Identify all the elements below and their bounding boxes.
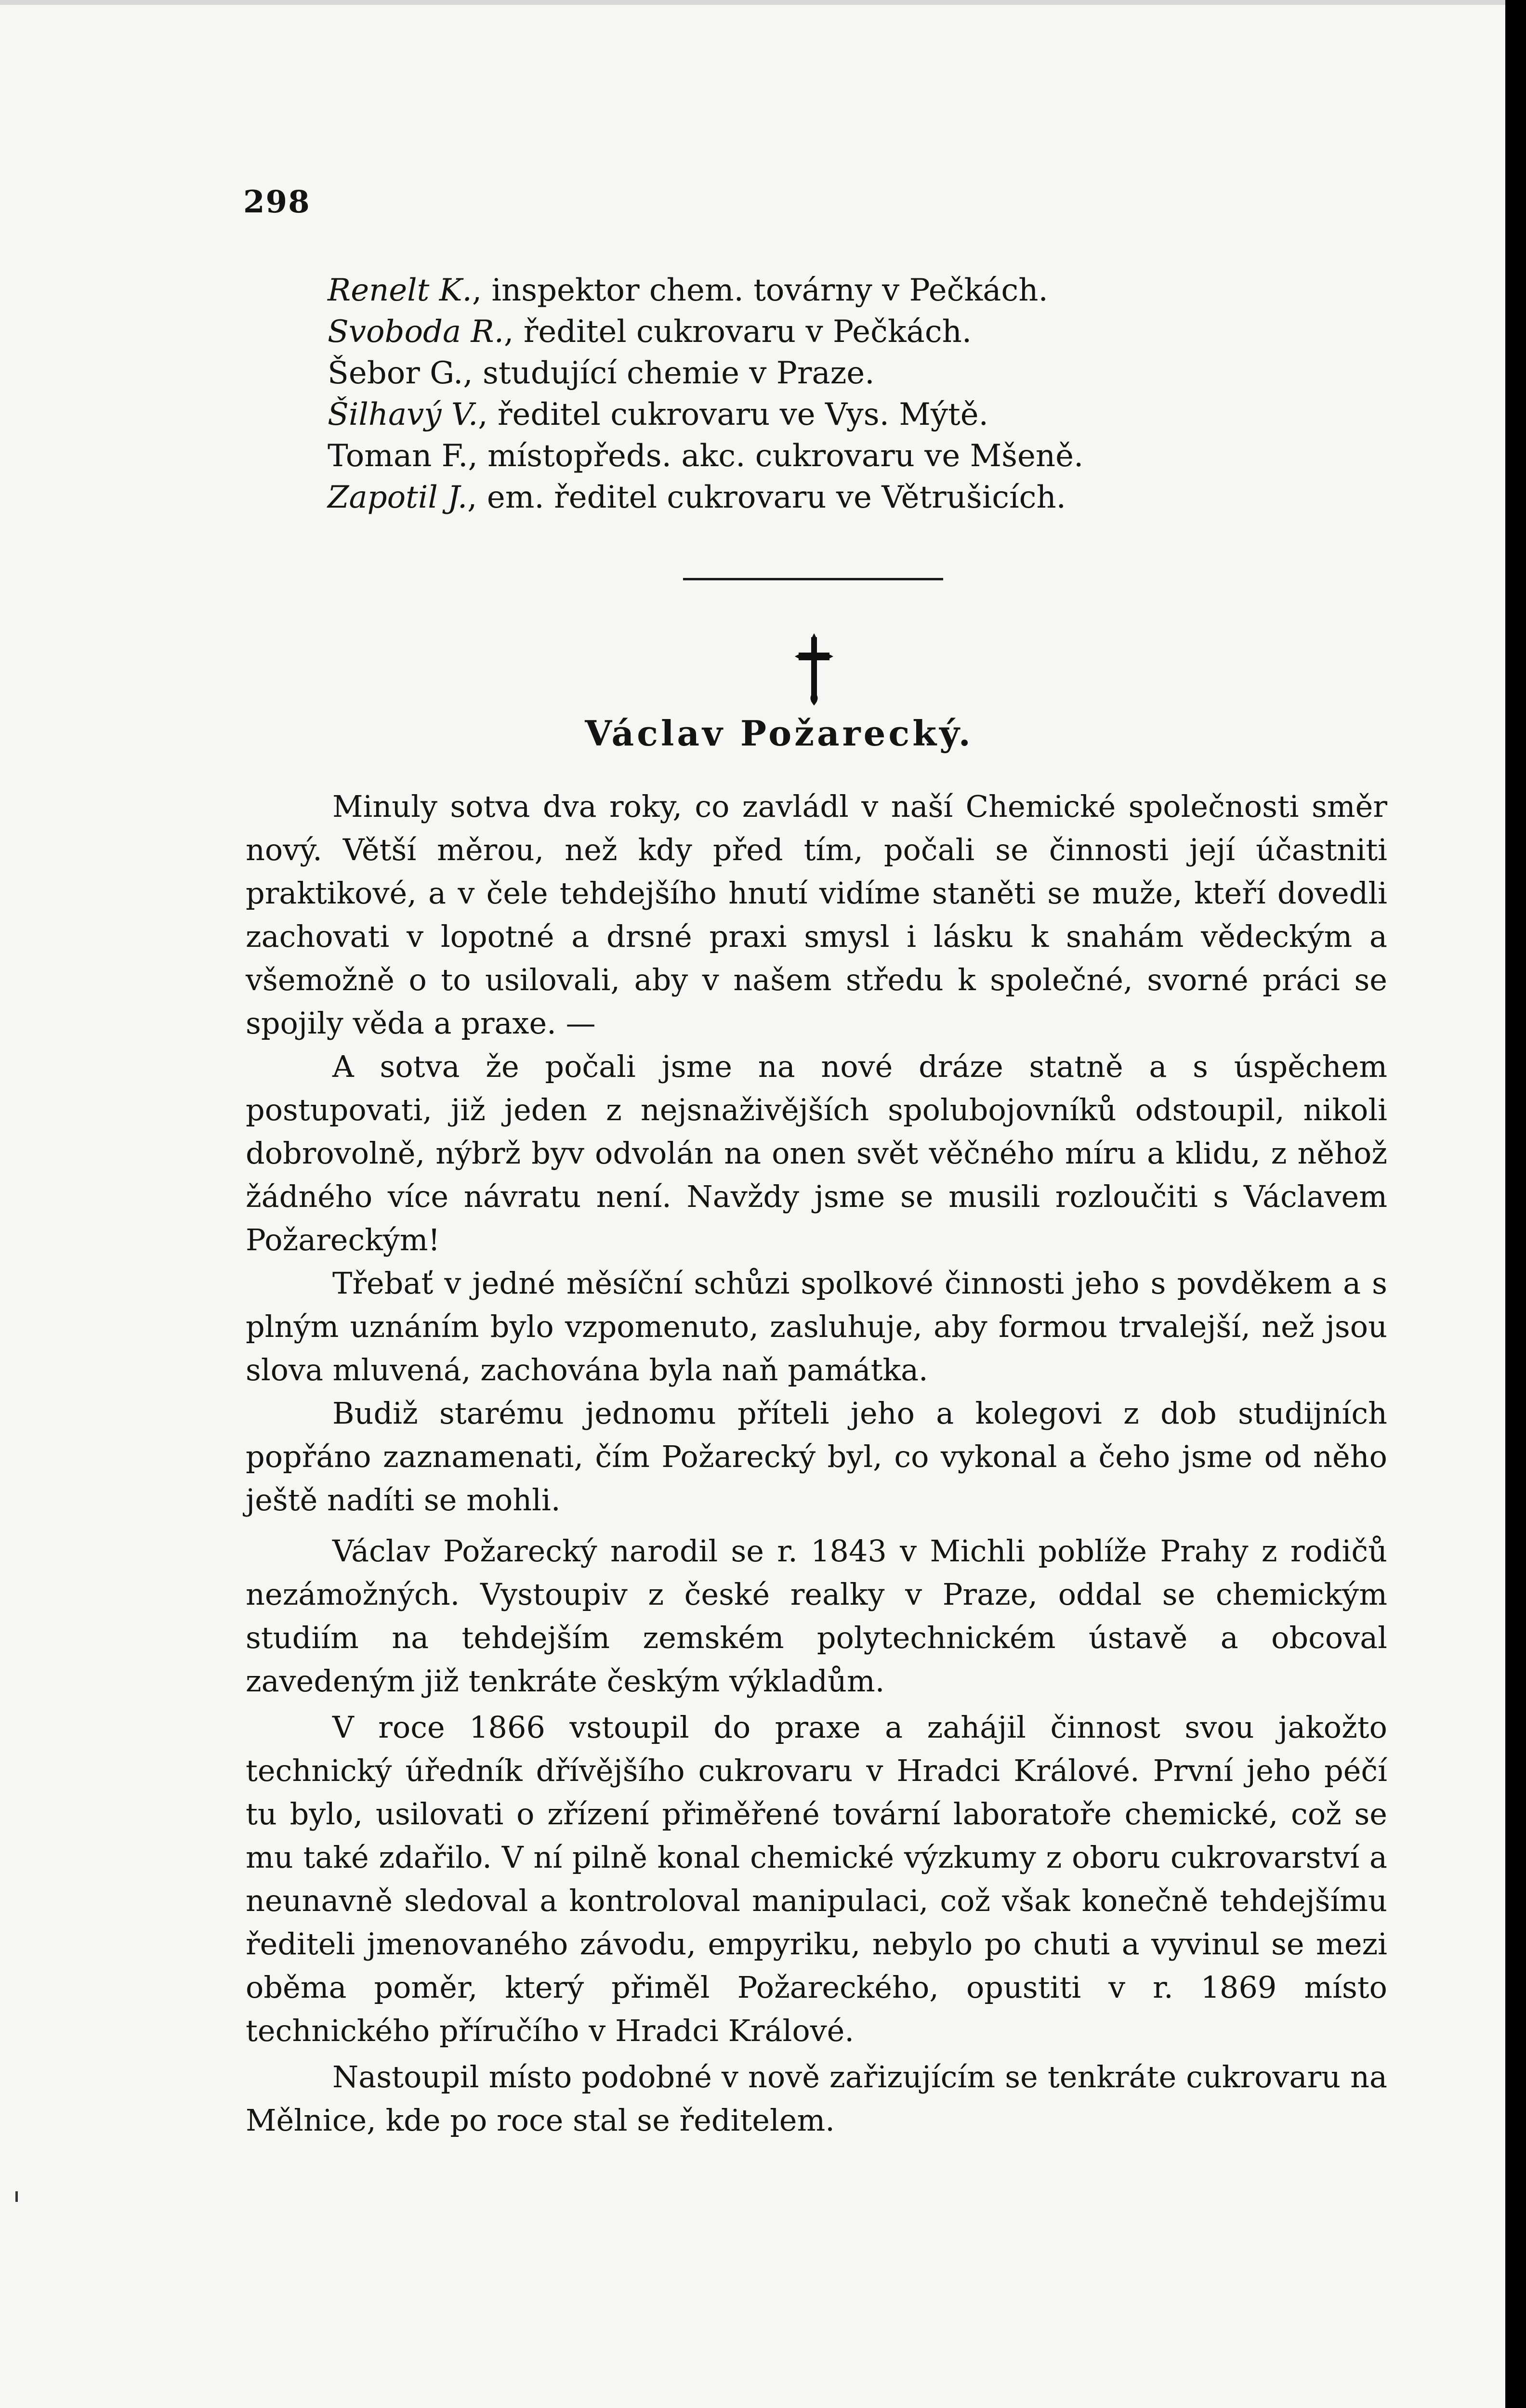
member-name: Renelt K. [328, 273, 472, 308]
top-edge [0, 0, 1505, 5]
section-divider [683, 578, 943, 580]
member-list [328, 270, 1195, 518]
member-name: Toman F. [328, 438, 468, 474]
paragraph: Václav Požarecký narodil se r. 1843 v Michli poblíže Prahy z rodičů nezámožných. Vystoupiv z české realky v Praze, oddal se chemickým studiím na tehdejším zemském polytechnickém ústavě a obcoval zavedeným již tenkráte českým výkladům. [246, 1533, 1387, 1699]
member-description: , ředitel cukrovaru ve Vys. Mýtě. [478, 397, 988, 432]
member-entry [328, 394, 1195, 435]
page-number: 298 [243, 184, 311, 220]
margin-mark [15, 2191, 18, 2202]
member-description: , inspektor chem. továrny v Pečkách. [472, 273, 1048, 308]
paragraph: Budiž starému jednomu příteli jeho a kolegovi z dob studijních popřáno zaznamenati, čím Požarecký byl, co vykonal a čeho jsme od něho ještě nadíti se mohli. [246, 1396, 1387, 1518]
latin-cross-icon [795, 633, 833, 706]
scan-border [1505, 0, 1526, 2408]
paragraph: A sotva že počali jsme na nové dráze statně a s úspěchem postupovati, již jeden z nejsnaživějších spolubojovníků odstoupil, nikoli dobrovolně, nýbrž byv odvolán na onen svět věčného míru a klidu, z něhož žádného více návratu není. Navždy jsme se musili rozloučiti s Václavem Požareckým! [246, 1049, 1387, 1257]
member-entry [328, 353, 1195, 394]
member-name: Svoboda R. [328, 314, 504, 350]
paragraph: V roce 1866 vstoupil do praxe a zahájil činnost svou jakožto technický úředník dřívějšího cukrovaru v Hradci Králové. První jeho péčí tu bylo, usilovati o zřízení přiměřené tovární laboratoře chemické, což se mu také zdařilo. V ní pilně konal chemické výzkumy z oboru cukrovarství a neunavně sledoval a kontroloval manipulaci, což však konečně tehdejšímu řediteli jmenovaného závodu, empyriku, nebylo po chuti a vyvinul se mezi oběma poměr, který přiměl Požareckého, opustiti v r. 1869 místo technického příručího v Hradci Králové. [246, 1710, 1387, 2048]
member-entry [328, 435, 1195, 477]
member-entry [328, 270, 1195, 311]
member-description: , em. ředitel cukrovaru ve Větrušicích. [467, 480, 1066, 515]
member-description: , místopředs. akc. cukrovaru ve Mšeně. [468, 438, 1084, 474]
member-entry [328, 311, 1195, 353]
member-name: Šebor G. [328, 355, 463, 391]
member-name: Šilhavý V. [328, 397, 478, 432]
paragraph: Nastoupil místo podobné v nově zařizujícím se tenkráte cukrovaru na Mělnice, kde po roce stal se ředitelem. [246, 2059, 1387, 2138]
paragraph: Třebať v jedné měsíční schůzi spolkové činnosti jeho s povděkem a s plným uznáním bylo vzpomenuto, zasluhuje, aby formou trvalejší, než jsou slova mluvená, zachována byla naň památka. [246, 1266, 1387, 1387]
obituary-heading: Václav Požarecký. [585, 713, 973, 754]
member-description: , ředitel cukrovaru v Pečkách. [504, 314, 972, 350]
member-entry [328, 477, 1195, 518]
paragraph: Minuly sotva dva roky, co zavládl v naší Chemické společnosti směr nový. Větší měrou, než kdy před tím, počali se činnosti její účastniti praktikové, a v čele tehdejšího hnutí vidíme staněti se muže, kteří dovedli zachovati v lopotné a drsné praxi smysl i lásku k snahám vědeckým a všemožně o to usilovali, aby v našem středu k společné, svorné práci se spojily věda a praxe. — [246, 789, 1387, 1041]
obituary-text [246, 785, 1387, 2142]
member-name: Zapotil J. [328, 480, 468, 515]
member-description: , studující chemie v Praze. [463, 355, 875, 391]
